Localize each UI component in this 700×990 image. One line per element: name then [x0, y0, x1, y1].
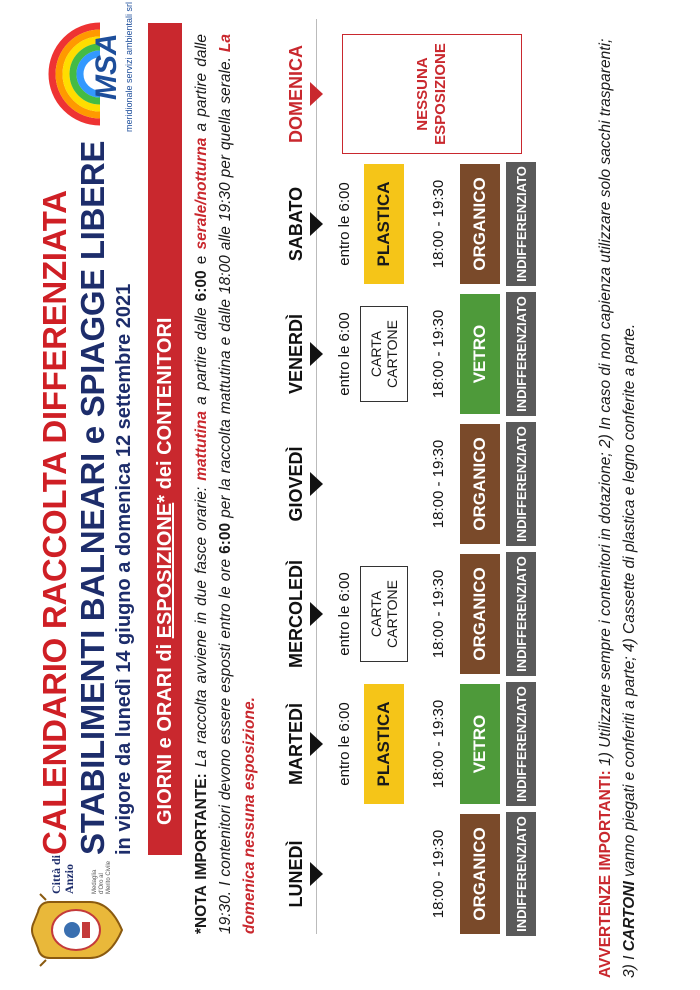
day-name: GIOVEDÌ	[286, 446, 306, 522]
note-text-4: a partire dalle 19:30. I contenitori devono essere esposti entro le ore	[193, 34, 234, 934]
evening-time: 18:00 - 19:30	[430, 829, 447, 919]
title-line-1: CALENDARIO RACCOLTA DIFFERENZIATA	[36, 190, 73, 855]
morning-time: entro le 6:00	[336, 572, 353, 656]
banner-text-3: * dei CONTENITORI	[153, 317, 176, 503]
note-text-3: e	[193, 249, 210, 271]
anzio-logo	[30, 855, 130, 978]
banner-text-1: GIORNI e ORARI di	[153, 638, 176, 825]
evening-time: 18:00 - 19:30	[430, 569, 447, 659]
msa-logo-text: MSA	[90, 33, 123, 100]
anzio-logo-text: Città di Anzio	[49, 855, 76, 894]
warning-text-1: 1) Utilizzare sempre i contenitori in dotazione; 2) In caso di non capienza utilizzare solo sacchi trasparenti; 3) I	[597, 38, 638, 978]
carta-cartone-badge: CARTA CARTONE	[360, 306, 408, 402]
evening-time: 18:00 - 19:30	[430, 309, 447, 399]
vetro-badge: VETRO	[460, 294, 500, 414]
warning-cartoni: CARTONI	[621, 881, 638, 952]
day-name: VENERDÌ	[286, 314, 306, 395]
msa-logo	[20, 1, 140, 132]
important-note	[190, 34, 262, 934]
day-name: MERCOLEDÌ	[286, 560, 306, 668]
evening-time: 18:00 - 19:30	[430, 699, 447, 789]
note-domenica: La domenica nessuna esposizione.	[217, 34, 258, 934]
day-name: MARTEDÌ	[286, 703, 306, 785]
arrow-down-icon	[310, 212, 324, 236]
indifferenziato-badge: INDIFFERENZIATO	[506, 552, 536, 676]
indifferenziato-badge: INDIFFERENZIATO	[506, 682, 536, 806]
arrow-down-icon	[310, 732, 324, 756]
day-name: LUNEDÌ	[286, 840, 306, 908]
evening-time: 18:00 - 19:30	[430, 439, 447, 529]
evening-time: 18:00 - 19:30	[430, 179, 447, 269]
arrow-down-icon	[310, 342, 324, 366]
morning-time: entro le 6:00	[336, 182, 353, 266]
title-line-2: STABILIMENTI BALNEARI e SPIAGGE LIBERE	[74, 140, 111, 855]
plastica-badge: PLASTICA	[364, 164, 404, 284]
warnings	[594, 23, 642, 978]
warning-text-2: vanno piegati e conferiti a parte; 4) Cassette di plastica e legno conferite a parte.	[621, 323, 638, 882]
note-ora-2: 6:00	[217, 522, 234, 554]
arrow-down-icon	[310, 82, 324, 106]
arrow-down-icon	[310, 602, 324, 626]
arrow-down-icon	[310, 862, 324, 886]
note-text-5: per la raccolta mattutina e dalle 18:00 alle 19:30 per quella serale.	[217, 52, 234, 523]
indifferenziato-badge: INDIFFERENZIATO	[506, 292, 536, 416]
note-serale: serale/notturna	[193, 137, 210, 250]
arrow-down-icon	[310, 472, 324, 496]
plastica-badge: PLASTICA	[364, 684, 404, 804]
note-ora-1: 6:00	[193, 270, 210, 302]
nessuna-esposizione-box: NESSUNA ESPOSIZIONE	[342, 34, 522, 154]
title-line-3: in vigore da lunedì 14 giugno a domenica 12 settembre 2021	[113, 283, 135, 855]
morning-time: entro le 6:00	[336, 312, 353, 396]
anzio-crest-icon	[30, 863, 130, 978]
vetro-badge: VETRO	[460, 684, 500, 804]
warning-label: AVVERTENZE IMPORTANTI:	[597, 770, 614, 978]
organico-badge: ORGANICO	[460, 164, 500, 284]
day-name: DOMENICA	[286, 45, 306, 143]
schedule-banner	[148, 23, 182, 855]
organico-badge: ORGANICO	[460, 554, 500, 674]
morning-time: entro le 6:00	[336, 702, 353, 786]
note-mattutina: mattutina	[193, 410, 210, 481]
note-text-1: La raccolta avviene in due fasce orarie:	[193, 480, 210, 774]
indifferenziato-badge: INDIFFERENZIATO	[506, 422, 536, 546]
organico-badge: ORGANICO	[460, 424, 500, 544]
day-name: SABATO	[286, 186, 306, 262]
indifferenziato-badge: INDIFFERENZIATO	[506, 812, 536, 936]
indifferenziato-badge: INDIFFERENZIATO	[506, 162, 536, 286]
banner-text-2: ESPOSIZIONE	[153, 502, 176, 639]
note-text-2: a partire dalle	[193, 301, 210, 411]
carta-cartone-badge: CARTA CARTONE	[360, 566, 408, 662]
note-label: *NOTA IMPORTANTE:	[193, 773, 210, 934]
msa-logo-subtext: meridionale servizi ambientali srl	[124, 1, 134, 132]
anzio-logo-subtext: Medaglia d'Oro al Merito Civile	[92, 860, 112, 894]
organico-badge: ORGANICO	[460, 814, 500, 934]
